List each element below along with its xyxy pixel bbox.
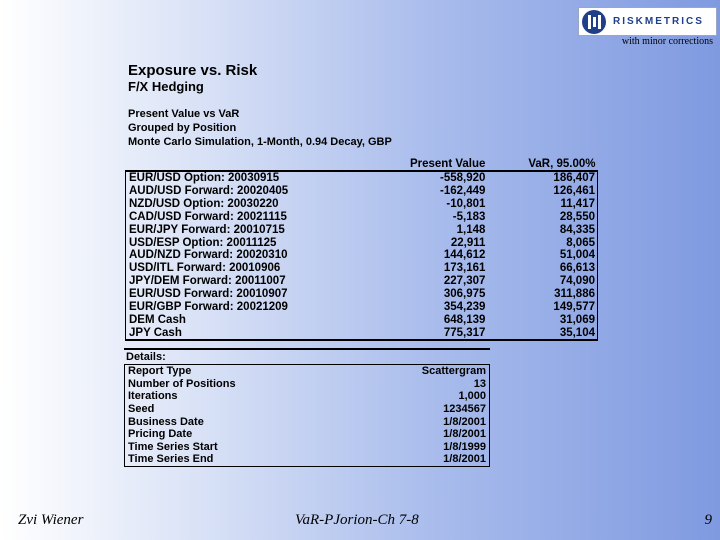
details-key: Time Series End — [128, 453, 214, 466]
var-cell: 11,417 — [487, 198, 597, 211]
position-cell: JPY Cash — [126, 326, 365, 340]
table-row — [126, 185, 598, 198]
var-cell: 311,886 — [487, 288, 597, 301]
report-heading — [128, 107, 392, 149]
present-value-cell: -10,801 — [446, 198, 486, 211]
table-row — [126, 313, 598, 326]
present-value-cell: -5,183 — [452, 210, 486, 223]
details-key: Number of Positions — [128, 377, 236, 390]
column-header-var: VaR, 95.00% — [487, 157, 597, 171]
details-key: Business Date — [128, 415, 204, 428]
var-cell: 8,065 — [487, 236, 597, 249]
present-value-cell: 1,148 — [456, 223, 486, 236]
present-value-cell: 775,317 — [365, 326, 488, 340]
table-row — [126, 171, 598, 185]
var-cell: 51,004 — [487, 249, 597, 262]
present-value-cell: 227,307 — [443, 275, 486, 288]
table-body — [126, 171, 598, 340]
details-row — [125, 415, 490, 428]
table-row — [126, 236, 598, 249]
details-row — [125, 365, 490, 378]
table-row — [126, 223, 598, 236]
present-value-cell: 306,975 — [443, 288, 486, 301]
var-cell: 28,550 — [487, 211, 597, 224]
report-heading-line: Present Value vs VaR — [128, 108, 240, 120]
position-cell: DEM Cash — [126, 313, 365, 326]
footer-author: Zvi Wiener — [18, 512, 84, 528]
present-value-cell: 144,612 — [443, 249, 486, 262]
slide-subtitle: F/X Hedging — [128, 79, 204, 94]
position-cell: CAD/USD Forward: 20021115 — [126, 211, 365, 224]
table-row — [126, 262, 598, 275]
riskmetrics-logo-icon — [582, 10, 606, 34]
present-value-cell: 648,139 — [443, 313, 486, 326]
var-cell: 84,335 — [487, 223, 597, 236]
details-key: Pricing Date — [128, 428, 193, 441]
footer-source: VaR-PJorion-Ch 7-8 — [295, 512, 419, 528]
details-key: Iterations — [128, 390, 178, 403]
var-cell: 149,577 — [487, 300, 597, 313]
position-cell: EUR/JPY Forward: 20010715 — [126, 223, 365, 236]
table-row — [126, 326, 598, 340]
position-cell: NZD/USD Option: 20030220 — [126, 198, 365, 211]
details-row — [125, 428, 490, 441]
details-row — [125, 403, 490, 416]
column-header-present-value: Present Value — [365, 157, 488, 171]
details-body — [125, 365, 490, 467]
details-value: 1/8/1999 — [443, 440, 486, 453]
report-heading-line: Monte Carlo Simulation, 1-Month, 0.94 Decay, GBP — [128, 136, 392, 148]
details-table — [124, 364, 490, 467]
details-value: 1234567 — [443, 403, 486, 416]
present-value-cell: -558,920 — [440, 172, 486, 185]
details-value: Scattergram — [421, 365, 486, 378]
position-cell: EUR/USD Forward: 20010907 — [126, 288, 365, 301]
present-value-cell: 173,161 — [443, 262, 486, 275]
var-cell: 31,069 — [487, 313, 597, 326]
var-cell: 66,613 — [487, 262, 597, 275]
riskmetrics-logo — [578, 7, 717, 36]
details-row — [125, 378, 490, 391]
slide-title: Exposure vs. Risk — [128, 62, 258, 79]
var-cell: 126,461 — [487, 185, 597, 198]
details-value: 1,000 — [458, 390, 486, 403]
logo-text: RISKMETRICS — [613, 16, 704, 27]
details-value: 1/8/2001 — [443, 415, 486, 428]
details-key: Seed — [128, 403, 155, 416]
position-cell: AUD/USD Forward: 20020405 — [126, 185, 365, 198]
position-cell: EUR/USD Option: 20030915 — [126, 171, 365, 185]
var-cell: 186,407 — [487, 171, 597, 185]
details-row — [125, 453, 490, 466]
table-row — [126, 249, 598, 262]
position-cell: USD/ITL Forward: 20010906 — [126, 262, 365, 275]
details-value: 13 — [473, 377, 486, 390]
present-value-cell: 22,911 — [450, 236, 486, 249]
table-row — [126, 288, 598, 301]
report-heading-line: Grouped by Position — [128, 122, 237, 134]
table-header-row — [126, 157, 598, 171]
details-key: Report Type — [128, 365, 192, 378]
position-cell: AUD/NZD Forward: 20020310 — [126, 249, 365, 262]
present-value-var-table — [125, 157, 598, 341]
table-row — [126, 275, 598, 288]
present-value-cell: 354,239 — [443, 300, 486, 313]
table-row — [126, 300, 598, 313]
var-cell: 74,090 — [487, 275, 597, 288]
details-key: Time Series Start — [128, 440, 218, 453]
column-header-position — [126, 157, 365, 171]
details-row — [125, 441, 490, 454]
corrections-note: with minor corrections — [621, 36, 713, 47]
table-row — [126, 211, 598, 224]
details-section — [124, 348, 490, 467]
details-value: 1/8/2001 — [443, 453, 486, 466]
details-row — [125, 390, 490, 403]
details-value: 1/8/2001 — [443, 428, 486, 441]
position-cell: USD/ESP Option: 20011125 — [126, 236, 365, 249]
present-value-cell: -162,449 — [440, 185, 486, 198]
table-row — [126, 198, 598, 211]
var-cell: 35,104 — [487, 326, 597, 340]
position-cell: JPY/DEM Forward: 20011007 — [126, 275, 365, 288]
details-label: Details: — [124, 348, 490, 364]
page-number: 9 — [704, 512, 712, 528]
position-cell: EUR/GBP Forward: 20021209 — [126, 300, 365, 313]
